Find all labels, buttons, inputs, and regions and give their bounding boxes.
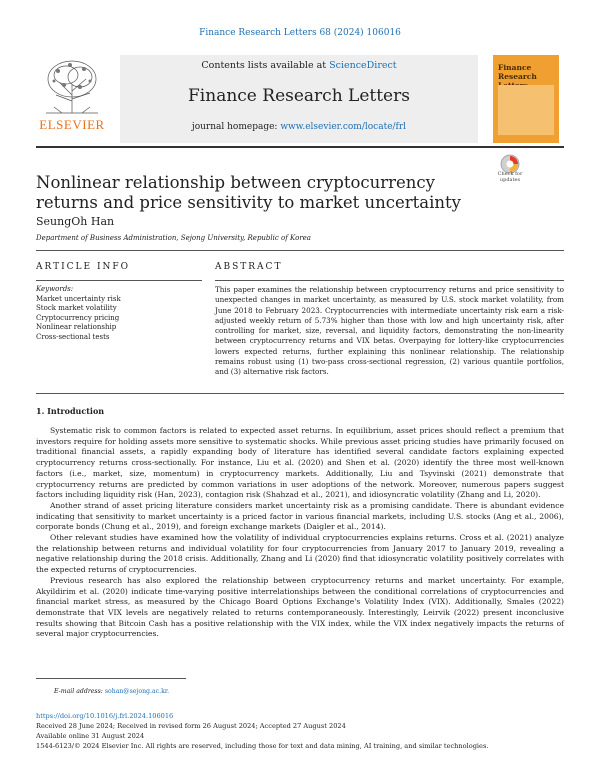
keyword-item: Cryptocurrency pricing (36, 313, 120, 322)
footnote-rule (36, 678, 186, 679)
divider (36, 250, 564, 251)
section-heading: 1. Introduction (36, 406, 105, 416)
cover-title: Finance Research (498, 63, 537, 81)
sciencedirect-link[interactable]: ScienceDirect (329, 60, 397, 71)
divider (215, 280, 564, 281)
article-title: Nonlinear relationship between cryptocurrency returns and price sensitivity to market uncertainty (36, 173, 461, 212)
paragraph: Systematic risk to common factors is related to expected asset returns. In equilibrium, asset prices should reflect a premium that investors require for holding assets more sensitive to systematic shocks. While previous asset pricing studies have primarily focused on traditional financial assets, a rapidly expanding body of literature has identified several candidate factors explaining expected cryptocurrency returns cross-sectionally. For instance, Liu et al. (2020) and Shen et al. (2020) identify the three most well-known factors (i.e., market, size, momentum) in cryptocurrency markets. Additionally, Liu and Tsyvinski (2021) demonstrate that cryptocurrency returns are predicted by common variations in user adoptions of the network. Moreover, numerous papers suggest factors including liquidity risk (Han, 2023), contagion risk (Shahzad et al., 2021), and idiosyncratic volatility (Zhang and Li, 2020). (36, 426, 564, 500)
keyword-item: Stock market volatility (36, 304, 117, 312)
journal-citation-link[interactable]: Finance Research Letters 68 (2024) 106016 (199, 28, 401, 38)
contents-line (120, 60, 478, 71)
keyword-item: Cross-sectional tests (36, 332, 110, 341)
author-name[interactable]: SeungOh Han (36, 215, 115, 228)
keywords-block (36, 285, 202, 342)
article-footer (36, 711, 564, 751)
divider (36, 280, 202, 281)
cover-graphic (498, 85, 554, 135)
footnote-email (54, 688, 169, 695)
keyword-item: Nonlinear relationship (36, 323, 117, 331)
email-link[interactable]: sohan@sejong.ac.kr. (104, 688, 170, 695)
header-rule (36, 146, 564, 148)
abstract-text: This paper examines the relationship between cryptocurrency returns and price sensitivity to unexpected changes in market uncertainty, as measured by U.S. stock market volatility, from June 2018 to February 2023. Cryptocurrencies with intermediate uncertainty risk earn a risk-adjusted weekly return of 5.73% higher than those with low and high uncertainty risk, after controlling for market, size, reversal, and liquidity factors, demonstrating the non-linearity between cryptocurrency returns and VIX betas. Overpaying for lottery-like cryptocurrencies lowers expected returns, further explaining this nonlinear relationship. The relationship remains robust using (1) two-pass cross-sectional regression, (2) various quantile portfolios, and (3) alternative risk factors. (215, 285, 564, 377)
divider (36, 393, 564, 394)
doi-link[interactable]: https://doi.org/10.1016/j.frl.2024.106016 (36, 712, 174, 720)
email-label: E-mail address: (54, 688, 103, 695)
author-affiliation: Department of Business Administration, Sejong University, Republic of Korea (36, 234, 311, 242)
paragraph: Other relevant studies have examined how the volatility of individual cryptocurrencies explains returns. Cross et al. (2021) analyze the relationship between returns and individual volatility for four cryptocurrencies from January 2017 to January 2019, revealing a negative relationship during the 2018 crisis. Additionally, Zhang and Li (2020) find that idiosyncratic volatility positively correlates with the expected returns of cryptocurrencies. (36, 533, 564, 575)
check-for-updates-label[interactable]: Check for updates (497, 171, 523, 183)
article-info-heading: ARTICLE INFO (36, 262, 131, 272)
online-date: Available online 31 August 2024 (36, 732, 145, 740)
elsevier-logo (36, 55, 108, 135)
elsevier-wordmark: ELSEVIER (39, 117, 105, 132)
paragraph: Previous research has also explored the relationship between cryptocurrency returns and market uncertainty. For example, Akyildirim et al. (2020) indicate time-varying positive interrelationships between the conditional correlations of cryptocurrencies and financial market stress, as measured by the Chicago Board Options Exchange's Volatility Index (VIX). Additionally, Smales (2022) demonstrate that VIX levels are negatively related to returns contemporaneously. Interestingly, Leirvik (2022) present inconclusive results showing that Bitcoin Cash has a positive relationship with the VIX index, while the VIX index negatively impacts the returns of several major cryptocurrencies. (36, 575, 564, 639)
contents-prefix: Contents lists available at (201, 60, 330, 71)
homepage-link[interactable]: www.elsevier.com/locate/frl (280, 122, 407, 132)
keywords-label: Keywords: (36, 285, 74, 293)
keyword-item: Market uncertainty risk (36, 294, 121, 303)
homepage-prefix: journal homepage: (191, 122, 281, 132)
journal-title: Finance Research Letters (188, 86, 410, 106)
homepage-line (120, 122, 478, 132)
journal-cover[interactable] (493, 55, 559, 143)
received-dates: Received 28 June 2024; Received in revised form 26 August 2024; Accepted 27 August 2024 (36, 722, 346, 730)
copyright-line: 1544-6123/© 2024 Elsevier Inc. All rights are reserved, including those for text and data mining, AI training, and similar technologies. (36, 742, 489, 750)
introduction-body (36, 426, 564, 640)
abstract-heading: ABSTRACT (215, 262, 283, 272)
paragraph: Another strand of asset pricing literature considers market uncertainty risk as a promising candidate. There is abundant evidence indicating that sensitivity to market uncertainty is a priced factor in various financial markets, including U.S. stocks (Ang et al., 2006), corporate bonds (Chung et al., 2019), and foreign exchange markets (Daigler et al., 2014). (36, 500, 564, 532)
